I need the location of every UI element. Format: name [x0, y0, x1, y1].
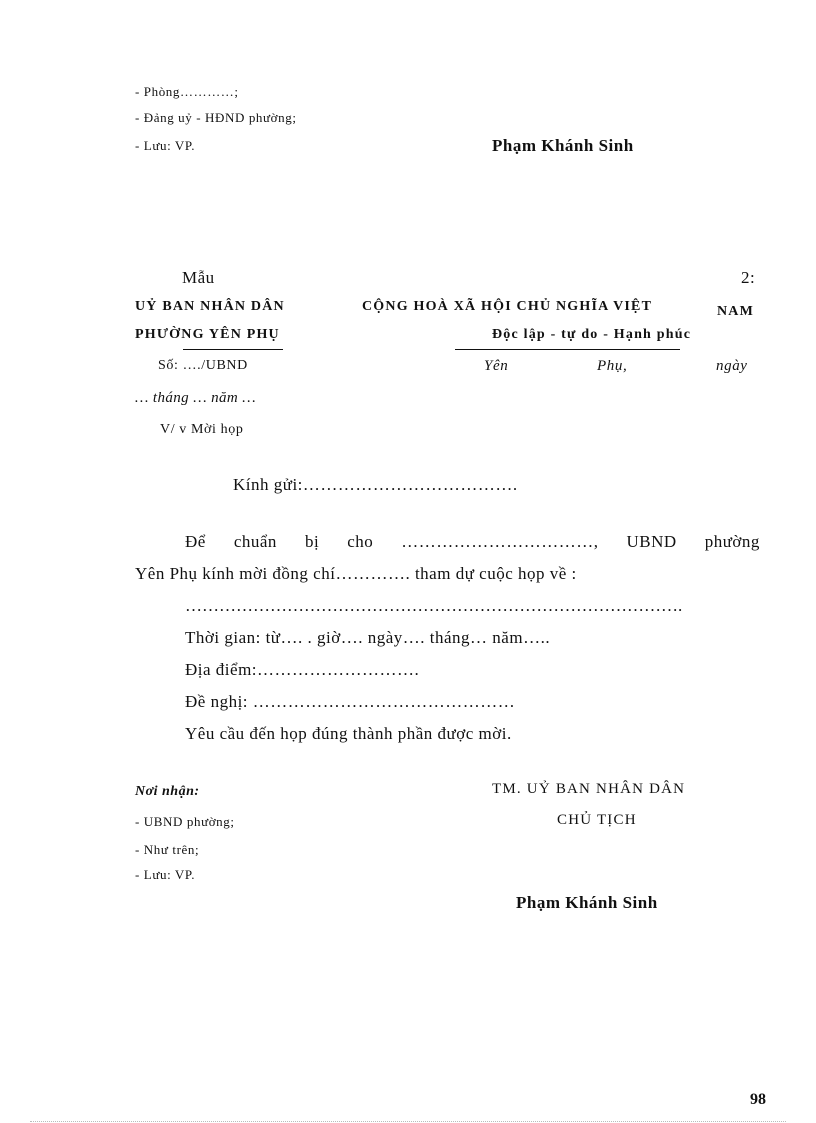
para-word: bị — [304, 532, 320, 551]
form-number: 2: — [741, 268, 756, 287]
dots-line: ……………………………………………………………………………. — [185, 596, 683, 615]
request-line: Yêu cầu đến họp đúng thành phần được mời. — [185, 724, 512, 743]
proposal-line: Đề nghị: ……………………………………… — [185, 692, 516, 711]
para-word: ……………………………, — [401, 532, 599, 551]
place-word-2: Phụ, — [597, 358, 628, 374]
para-word: chuẩn — [233, 532, 277, 551]
motto-underline — [455, 349, 680, 350]
prev-recipient-2: - Đảng uỷ - HĐND phường; — [135, 110, 297, 125]
time-line: Thời gian: từ…. . giờ…. ngày…. tháng… năm….. — [185, 628, 551, 647]
para-word: cho — [347, 532, 374, 551]
motto: Độc lập - tự do - Hạnh phúc — [492, 327, 692, 342]
paragraph-line-1 — [135, 532, 760, 552]
sign-title-2: CHỦ TỊCH — [557, 812, 637, 828]
recipients-label: Nơi nhận: — [135, 784, 200, 799]
page-bottom-border — [30, 1121, 786, 1122]
date-word: ngày — [716, 358, 748, 374]
subject-line: V/ v Mời họp — [160, 422, 244, 437]
paragraph-line-2: Yên Phụ kính mời đồng chí…………. tham dự cuộc họp về : — [135, 564, 577, 583]
place-word-1: Yên — [484, 358, 509, 374]
para-word: phường — [704, 532, 760, 551]
prev-recipient-1: - Phòng…………; — [135, 84, 239, 99]
recipient-item: - UBND phường; — [135, 814, 235, 829]
para-word: UBND — [626, 532, 677, 551]
org-name-line2: PHƯỜNG YÊN PHỤ — [135, 327, 280, 342]
nation-title: CỘNG HOÀ XÃ HỘI CHỦ NGHĨA VIỆT — [362, 299, 653, 314]
reference-number: Số: …./UBND — [158, 358, 248, 373]
addressee-line: Kính gửi:………………………………. — [233, 475, 518, 494]
recipient-item: - Như trên; — [135, 842, 200, 857]
org-name-line1: UỶ BAN NHÂN DÂN — [135, 299, 285, 314]
form-label: Mẫu — [182, 268, 215, 287]
recipient-item: - Lưu: VP. — [135, 867, 196, 882]
nation-title-end: NAM — [717, 304, 755, 319]
para-word: Để — [185, 532, 206, 551]
org-underline — [183, 349, 283, 350]
date-line: … tháng … năm … — [135, 390, 257, 406]
prev-signer-name: Phạm Khánh Sinh — [492, 136, 634, 155]
prev-recipient-3: - Lưu: VP. — [135, 138, 196, 153]
signer-name: Phạm Khánh Sinh — [516, 893, 658, 912]
page-number: 98 — [750, 1091, 766, 1108]
sign-title-1: TM. UỶ BAN NHÂN DÂN — [492, 781, 686, 797]
location-line: Địa điểm:………………………. — [185, 660, 420, 679]
